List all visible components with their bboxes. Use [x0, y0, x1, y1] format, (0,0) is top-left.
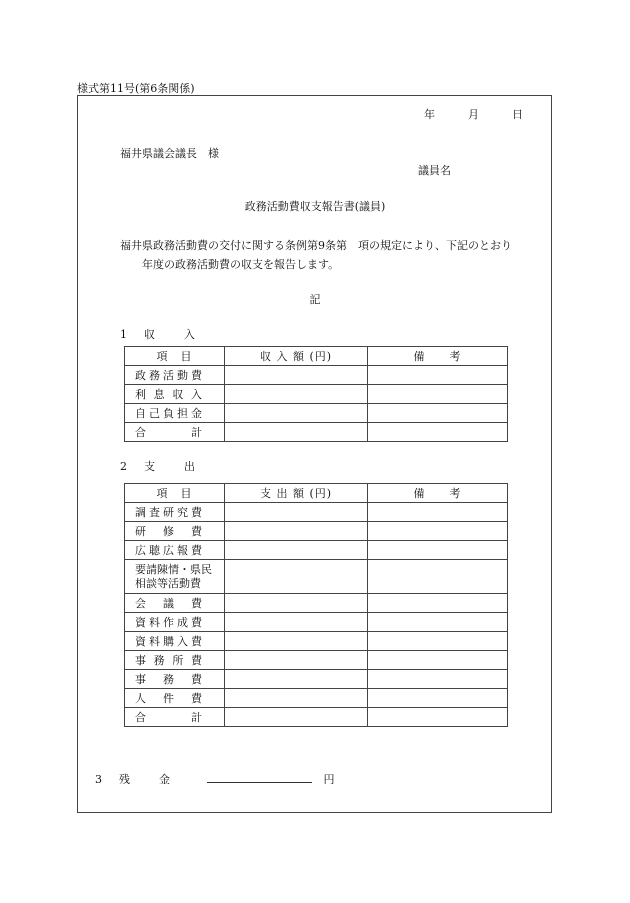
table-row: [125, 366, 508, 385]
table-row: [125, 541, 508, 560]
table-row: [125, 560, 508, 594]
expense-amount-cell[interactable]: [225, 708, 368, 727]
form-number: 様式第11号(第6条関係): [77, 82, 195, 95]
table-row: [125, 651, 508, 670]
income-amount-cell[interactable]: [225, 423, 368, 442]
expense-note-cell[interactable]: [368, 689, 508, 708]
expense-note-cell[interactable]: [368, 560, 508, 594]
expense-note-cell[interactable]: [368, 522, 508, 541]
income-amount-cell[interactable]: [225, 366, 368, 385]
income-header-row: [125, 347, 508, 366]
income-heading-char-2: 入: [184, 328, 195, 341]
remaining-label-char-2: 金: [159, 773, 170, 786]
expense-header-amount: 支 出 額 (円): [225, 484, 368, 503]
expense-amount-cell[interactable]: [225, 670, 368, 689]
expense-item-label-line-1: 要請陳情・県民: [135, 562, 212, 576]
remaining-label-char-1: 残: [119, 773, 130, 786]
expense-number: 2: [120, 460, 127, 473]
table-row: [125, 423, 508, 442]
income-amount-cell[interactable]: [225, 404, 368, 423]
income-header-note: 備 考: [368, 347, 508, 366]
income-heading: [120, 326, 195, 342]
expense-note-cell[interactable]: [368, 594, 508, 613]
expense-table: [124, 483, 508, 727]
income-table: [124, 346, 508, 442]
expense-item-label: 調査研究費: [125, 503, 225, 522]
expense-amount-cell[interactable]: [225, 651, 368, 670]
income-amount-cell[interactable]: [225, 385, 368, 404]
expense-header-row: [125, 484, 508, 503]
expense-amount-cell[interactable]: [225, 632, 368, 651]
remaining-number: 3: [95, 773, 102, 786]
member-name-label: 議員名: [418, 164, 451, 177]
expense-amount-cell[interactable]: [225, 613, 368, 632]
expense-header-note: 備 考: [368, 484, 508, 503]
expense-amount-cell[interactable]: [225, 522, 368, 541]
income-item-label: 政務活動費: [125, 366, 225, 385]
expense-item-label-line-2: 相談等活動費: [135, 576, 201, 590]
addressee: 福井県議会議長 様: [120, 147, 219, 160]
expense-item-label: [125, 560, 225, 594]
remaining-amount-blank[interactable]: [207, 772, 312, 783]
expense-header-item: 項 目: [125, 484, 225, 503]
table-row: [125, 522, 508, 541]
table-row: [125, 503, 508, 522]
body-text-line-1: 福井県政務活動費の交付に関する条例第9条第 項の規定により、下記のとおり: [120, 239, 512, 252]
expense-amount-cell[interactable]: [225, 689, 368, 708]
table-row: [125, 385, 508, 404]
expense-note-cell[interactable]: [368, 503, 508, 522]
expense-item-label: 会議費: [125, 594, 225, 613]
income-item-label: 利息収入: [125, 385, 225, 404]
expense-note-cell[interactable]: [368, 632, 508, 651]
expense-note-cell[interactable]: [368, 613, 508, 632]
table-row: [125, 632, 508, 651]
body-text-line-2: 年度の政務活動費の収支を報告します。: [142, 258, 340, 271]
expense-item-label: 事務費: [125, 670, 225, 689]
table-row: [125, 404, 508, 423]
remaining-balance-row: [95, 771, 335, 787]
income-item-label: 自己負担金: [125, 404, 225, 423]
remaining-unit: 円: [323, 773, 335, 786]
expense-item-label: 資料購入費: [125, 632, 225, 651]
expense-heading-char-1: 支: [144, 460, 155, 473]
income-heading-char-1: 収: [144, 328, 155, 341]
expense-note-cell[interactable]: [368, 651, 508, 670]
income-number: 1: [120, 328, 127, 341]
expense-heading: [120, 458, 195, 474]
expense-total-label: 合計: [125, 708, 225, 727]
expense-amount-cell[interactable]: [225, 541, 368, 560]
expense-note-cell[interactable]: [368, 708, 508, 727]
expense-item-label: 広聴広報費: [125, 541, 225, 560]
table-row: [125, 689, 508, 708]
expense-heading-char-2: 出: [184, 460, 195, 473]
ki-heading: 記: [309, 293, 321, 306]
income-note-cell[interactable]: [368, 366, 508, 385]
report-title: 政務活動費収支報告書(議員): [244, 200, 386, 213]
table-row: [125, 670, 508, 689]
table-row: [125, 594, 508, 613]
income-note-cell[interactable]: [368, 385, 508, 404]
day-label: 日: [512, 108, 523, 121]
year-label: 年: [424, 108, 435, 121]
income-header-item: 項 目: [125, 347, 225, 366]
expense-amount-cell[interactable]: [225, 560, 368, 594]
expense-item-label: 事務所費: [125, 651, 225, 670]
income-total-label: 合計: [125, 423, 225, 442]
expense-note-cell[interactable]: [368, 670, 508, 689]
income-header-amount: 収 入 額 (円): [225, 347, 368, 366]
expense-note-cell[interactable]: [368, 541, 508, 560]
month-label: 月: [468, 108, 479, 121]
expense-amount-cell[interactable]: [225, 503, 368, 522]
expense-amount-cell[interactable]: [225, 594, 368, 613]
date-row: [424, 106, 523, 122]
income-note-cell[interactable]: [368, 404, 508, 423]
expense-item-label: 資料作成費: [125, 613, 225, 632]
table-row: [125, 708, 508, 727]
expense-item-label: 研修費: [125, 522, 225, 541]
income-note-cell[interactable]: [368, 423, 508, 442]
expense-item-label: 人件費: [125, 689, 225, 708]
table-row: [125, 613, 508, 632]
